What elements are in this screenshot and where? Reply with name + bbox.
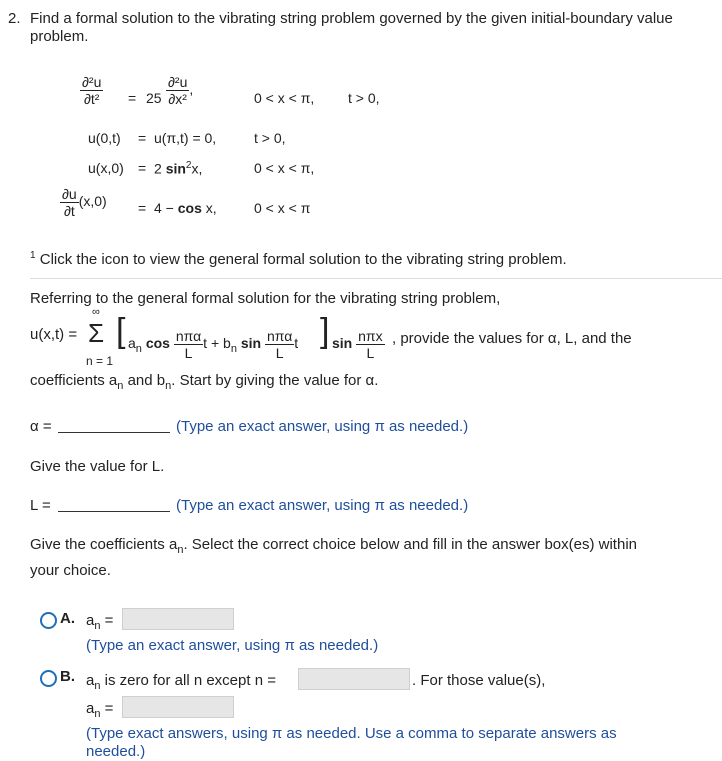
- ic2-arg: (x,0): [78, 193, 107, 210]
- ic2-domain: 0 < x < π: [254, 200, 311, 216]
- pde-time: t > 0,: [348, 90, 380, 106]
- L-label: L =: [30, 497, 51, 514]
- L-hint: (Type an exact answer, using π as needed.): [176, 497, 469, 514]
- pde-equals: =: [128, 90, 137, 106]
- solution-lhs: u(x,t) =: [30, 326, 78, 343]
- ic2-var: x,: [205, 200, 217, 216]
- choice-a-radio[interactable]: [40, 612, 57, 629]
- bc-lhs: u(0,t): [88, 130, 121, 146]
- bracket-right: ]: [320, 312, 330, 350]
- instructions-line1: Referring to the general formal solution for the vibrating string problem,: [30, 290, 501, 307]
- sum-lower: n = 1: [86, 354, 114, 368]
- bc-equals: =: [138, 130, 147, 146]
- ic2-prefix: 4 −: [154, 200, 174, 216]
- alpha-hint: (Type an exact answer, using π as needed.): [176, 418, 469, 435]
- ic1-func: sin: [165, 160, 186, 177]
- ic1-rhs: 2 $\sin^2x$,: [154, 160, 203, 177]
- choice-a-hint: (Type an exact answer, using π as needed.): [86, 637, 379, 654]
- bc-domain: t > 0,: [254, 130, 286, 146]
- question-prompt: Find a formal solution to the vibrating string problem governed by the given initial-boundary value problem.: [30, 10, 673, 45]
- ic1-equals: =: [138, 160, 147, 176]
- ic2-lhs: $\frac{\partial u}{\partial t}$ (x,0): [62, 186, 107, 219]
- choice-a-lhs: $a_n$ =: [86, 612, 114, 632]
- choice-b-letter: B.: [60, 668, 75, 685]
- choice-a-letter: A.: [60, 610, 75, 627]
- choice-a-input[interactable]: [122, 608, 234, 630]
- alpha-input[interactable]: [58, 418, 170, 433]
- sum-sign: Σ: [88, 318, 105, 348]
- choice-b-hint-line1: (Type exact answers, using π as needed. Use a comma to separate answers as: [86, 725, 617, 742]
- footnote-text: Click the icon to view the general formal solution to the vibrating string problem.: [39, 251, 567, 268]
- L-input[interactable]: [58, 497, 170, 512]
- ic2-rhs: [154, 200, 217, 216]
- sum-upper: ∞: [92, 306, 100, 318]
- ic2-func: cos: [177, 200, 202, 216]
- pde-rhs: $\frac{\text{∂²u}}{\text{∂x²}}$ ,: [168, 74, 194, 107]
- pde-domain: 0 < x < π,: [254, 90, 315, 106]
- solution-sine: sin $\frac{\text{nπx}}{L}$: [332, 328, 383, 361]
- ic1-prefix: 2: [154, 160, 162, 177]
- ic1-var: x,: [191, 160, 203, 177]
- choice-b-lhs: $a_n$ =: [86, 700, 114, 720]
- coef-prompt-line1: Give the coefficients $a_n$. Select the correct choice below and fill in the answer box(es) within: [30, 536, 637, 556]
- L-prompt: Give the value for L.: [30, 458, 165, 475]
- bc-rhs: u(π,t) = 0,: [154, 130, 217, 146]
- question-number: 2.: [8, 10, 21, 27]
- choice-b-an-input[interactable]: [122, 696, 234, 718]
- coef-prompt-line2: your choice.: [30, 562, 111, 579]
- alpha-label: α =: [30, 418, 52, 435]
- pde-lhs: $\frac{\text{∂²u}}{\text{∂t²}}$: [82, 74, 102, 107]
- solution-terms: $a_n$ cos $\frac{\text{nπα}}{L}$ $t + b_n$ sin $\frac{\text{nπα}}{L}$ t: [128, 328, 299, 361]
- footnote-mark: 1: [30, 250, 36, 261]
- ic1-lhs: u(x,0): [88, 160, 124, 176]
- ic1-domain: 0 < x < π,: [254, 160, 315, 176]
- choice-b-text: $a_n$ is zero for all n except n =: [86, 672, 276, 692]
- bracket-left: [: [116, 312, 126, 350]
- choice-b-for-those: . For those value(s),: [412, 672, 546, 689]
- instructions-coefficients: coefficients $a_n$ and $b_n$. Start by giving the value for α.: [30, 372, 379, 392]
- choice-b-n-input[interactable]: [298, 668, 410, 690]
- footnote-link[interactable]: [30, 250, 567, 268]
- pde-coefficient: 25: [146, 90, 162, 106]
- choice-b-hint-line2: needed.): [86, 743, 146, 760]
- ic2-equals: =: [138, 200, 147, 216]
- divider: [30, 278, 722, 279]
- choice-b-radio[interactable]: [40, 670, 57, 687]
- instructions-after-formula: , provide the values for α, L, and the: [392, 330, 632, 347]
